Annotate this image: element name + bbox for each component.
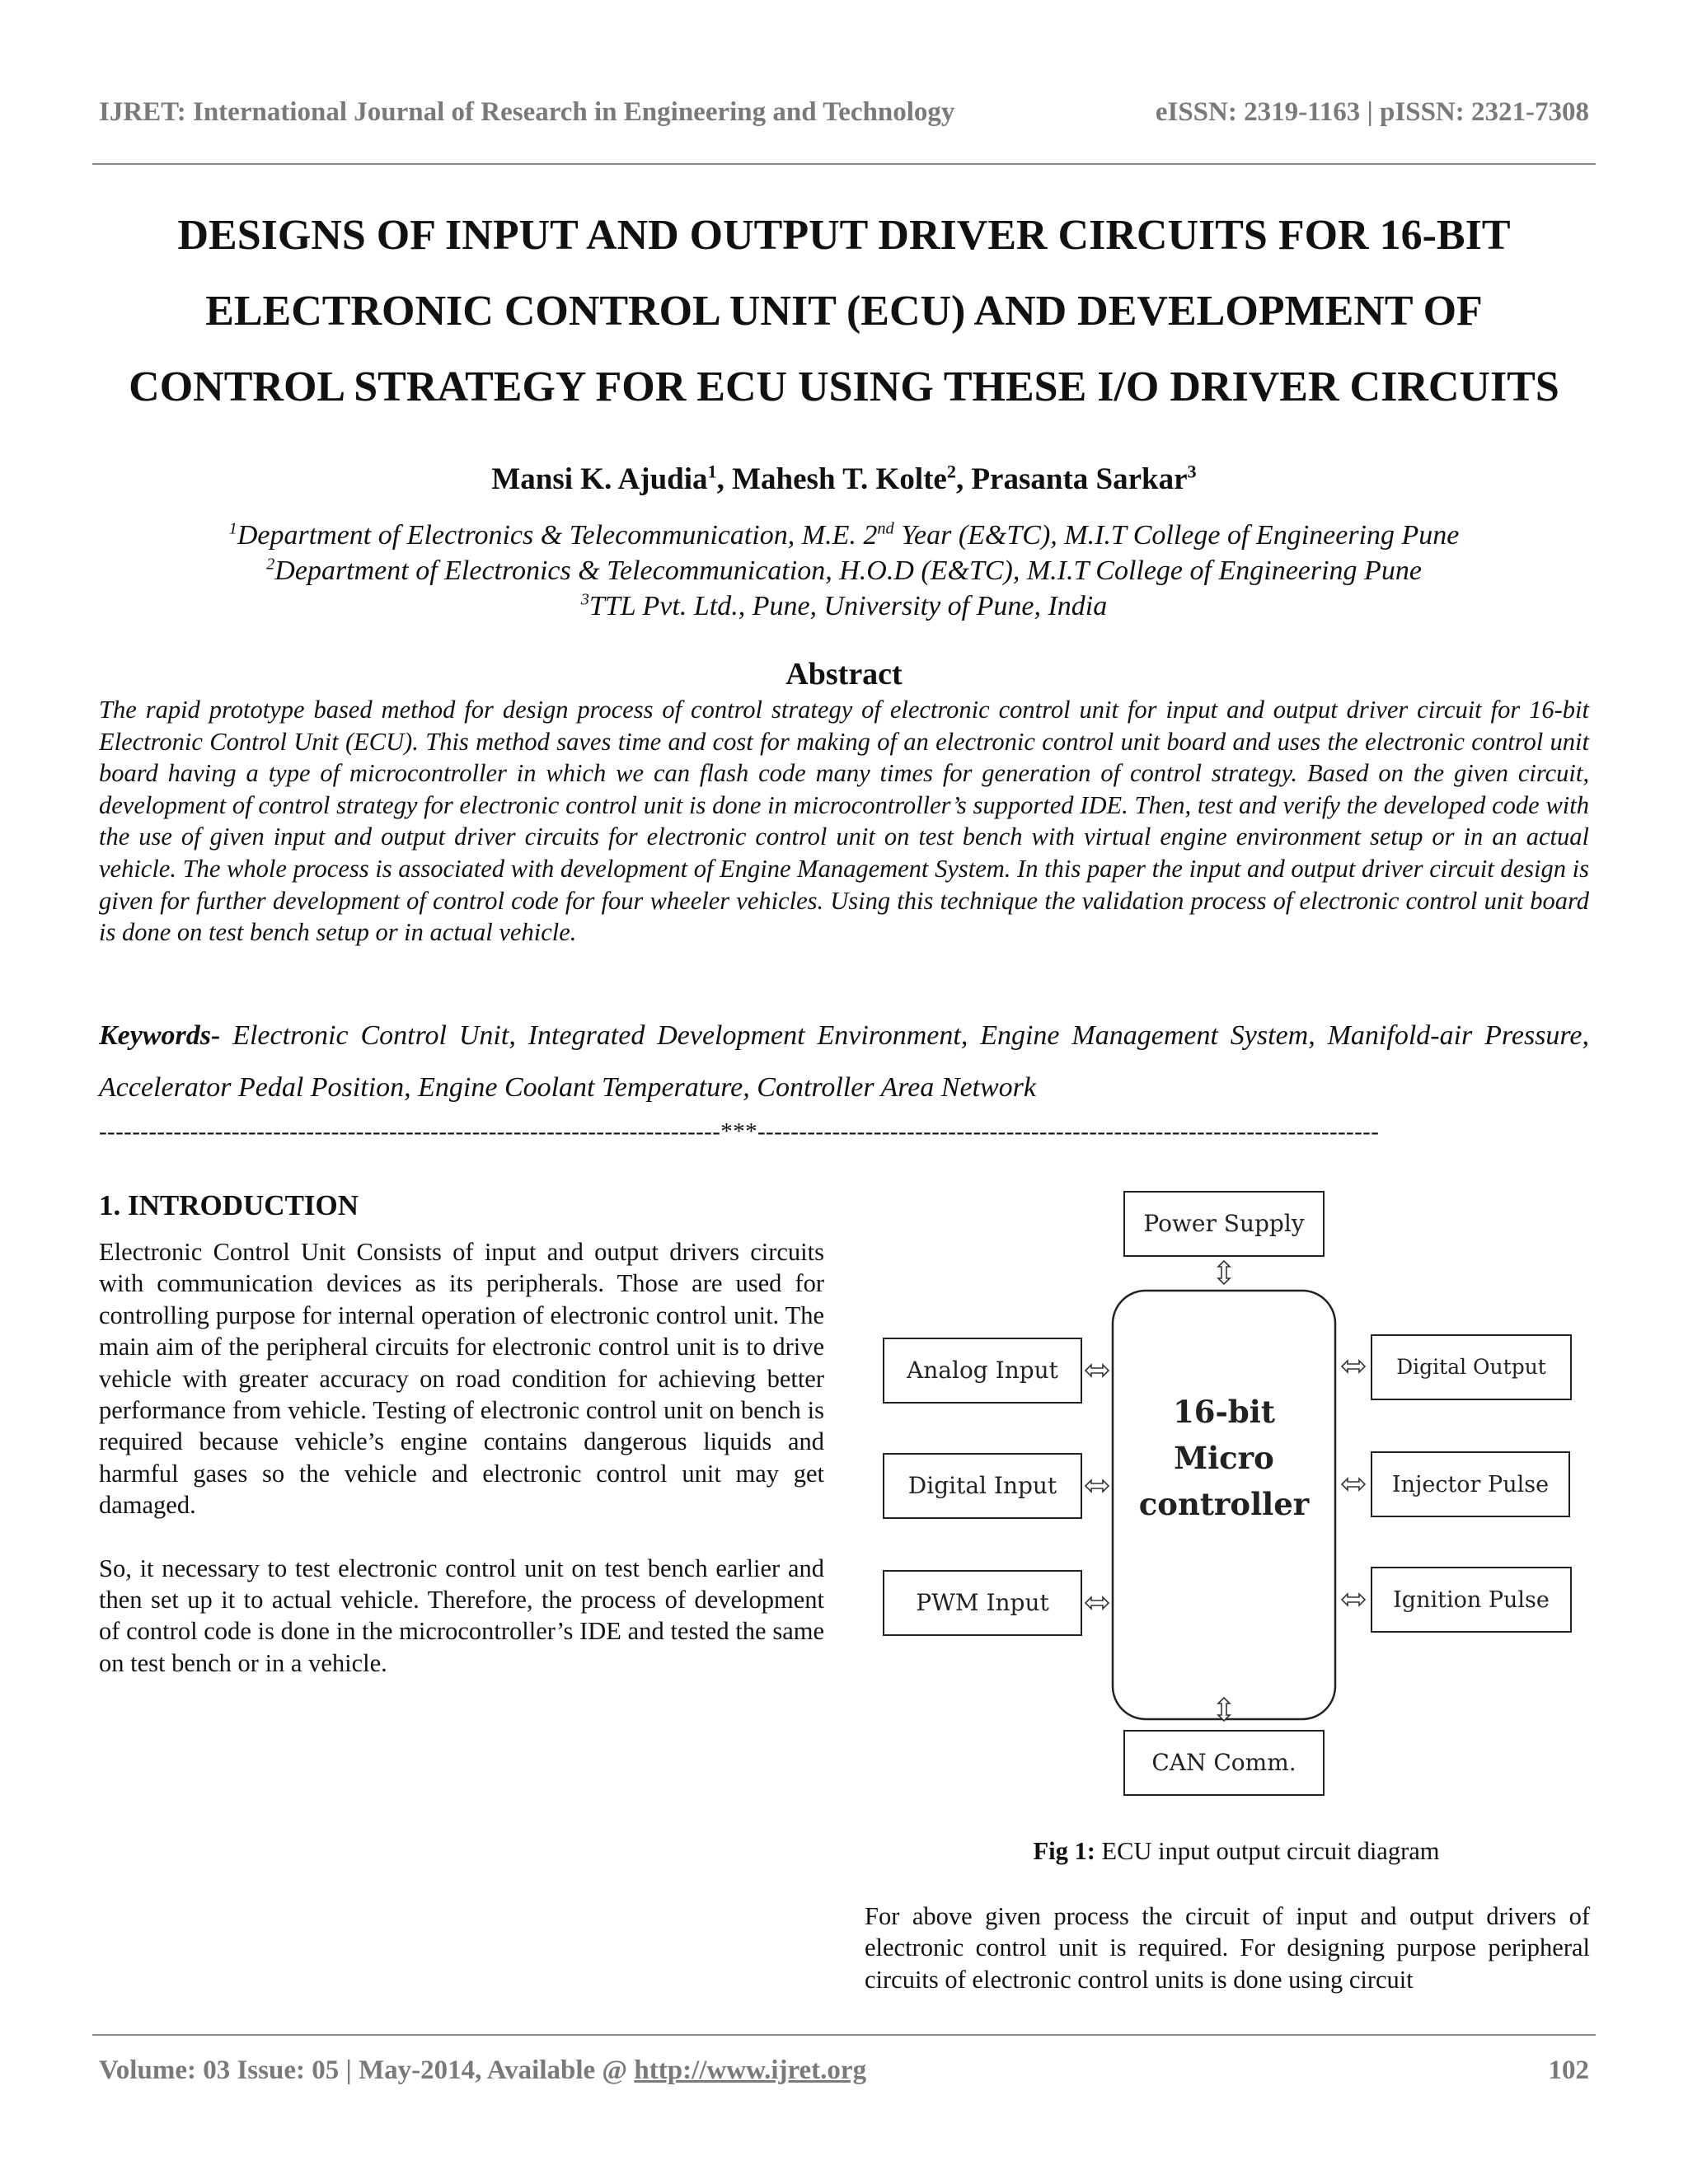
mcu-label-line-3: controller — [1138, 1486, 1310, 1522]
arrow-ignition — [1342, 1594, 1365, 1605]
digital-output-box — [1372, 1335, 1571, 1399]
arrow-digital-output — [1342, 1361, 1365, 1372]
paragraph: So, it necessary to test electronic control unit on test bench earlier and then set up it to actual vehicle. Therefore, the process of development of control code is done in the microcontroller’s IDE and tested the same on test bench or in a vehicle. — [99, 1554, 824, 1677]
footer-volume — [99, 2055, 866, 2086]
section-heading: 1. INTRODUCTION — [99, 1189, 359, 1221]
caption-label: Fig 1: — [1033, 1837, 1095, 1865]
arrow-analog — [1085, 1365, 1109, 1376]
injector-pulse-box — [1372, 1452, 1569, 1516]
keywords — [99, 1010, 1589, 1113]
author-list: Mansi K. Ajudia$^1$, Mahesh T. Kolte$^2$, Prasanta Sarkar$^3$ — [491, 461, 1197, 496]
right-column-text: For above given process the circuit of input and output drivers of electronic control unit is required. For designing purpose peripheral circuits of electronic control units is done using circuit — [865, 1902, 1590, 1994]
intro-text — [99, 1236, 824, 1710]
affiliation-2 — [0, 553, 1688, 588]
digital-output-label: Digital Output — [1396, 1355, 1546, 1379]
journal-link[interactable]: http://www.ijret.org — [634, 2055, 867, 2085]
affil-mark: 1 — [228, 519, 237, 538]
power-supply-box — [1124, 1192, 1324, 1256]
pwm-input-label: PWM Input — [916, 1589, 1049, 1616]
affiliations — [0, 518, 1688, 624]
affil-text: TTL Pvt. Ltd., Pune, University of Pune, India — [588, 591, 1108, 621]
section-separator: ---------------------------------------------------------------------------***--------------------------------------------------------------------------- — [99, 1118, 1380, 1145]
affil-text: Department of Electronics & Telecommunication, M.E. 2 — [237, 520, 878, 551]
caption-text: ECU input output circuit diagram — [1095, 1837, 1440, 1865]
ignition-pulse-box — [1372, 1568, 1571, 1632]
title-line-2: ELECTRONIC CONTROL UNIT (ECU) AND DEVELOPMENT OF — [205, 288, 1483, 335]
running-header — [99, 97, 1589, 128]
author-name: Mahesh T. Kolte — [732, 462, 947, 496]
pwm-input-box — [884, 1571, 1081, 1635]
author-mark: 1 — [707, 461, 717, 482]
ecu-diagram — [874, 1179, 1599, 1813]
page-number: 102 — [1548, 2055, 1589, 2085]
injector-pulse-label: Injector Pulse — [1391, 1472, 1550, 1497]
paper-title — [82, 198, 1606, 425]
affiliation-3 — [0, 588, 1688, 624]
author-mark: 3 — [1187, 461, 1197, 482]
author-name: Prasanta Sarkar — [971, 462, 1188, 496]
mcu-label-line-1: 16-bit — [1173, 1394, 1275, 1430]
arrow-digital-input — [1085, 1480, 1109, 1492]
issn: eISSN: 2319-1163 | pISSN: 2321-7308 — [1155, 97, 1589, 127]
arrow-pwm — [1085, 1597, 1109, 1609]
figure-caption — [874, 1837, 1599, 1866]
affil-text: Department of Electronics & Telecommunication, H.O.D (E&TC), M.I.T College of Engineering Pune — [274, 555, 1422, 586]
abstract-text: The rapid prototype based method for design process of control strategy of electronic control unit for input and output driver circuit for 16-bit Electronic Control Unit (ECU). This method saves time and cost for making of an electronic control unit board and uses the electronic control unit board having a type of microcontroller in which we can flash code many times for generation of control strategy. Based on the given circuit, development of control strategy for electronic control unit is done in microcontroller’s supported IDE. Then, test and verify the developed code with the use of given input and output driver circuits for electronic control unit on test bench with virtual engine environment setup or in an actual vehicle. The whole process is associated with development of Engine Management System. In this paper the input and output driver circuit design is given for further development of control code for four wheeler vehicles. Using this technique the validation process of electronic control unit board is done on test bench setup or in actual vehicle. — [99, 696, 1589, 947]
keywords-label: Keywords- — [99, 1020, 221, 1051]
can-comm-box — [1124, 1731, 1324, 1795]
microcontroller-box — [1113, 1291, 1335, 1719]
paragraph: Electronic Control Unit Consists of input and output drivers circuits with communication devices as its peripherals. Those are used for controlling purpose for internal operation of electronic control unit. The main aim of the peripheral circuits for electronic control unit is to drive vehicle with greater accuracy on road condition for achieving better performance from vehicle. Testing of electronic control unit on bench is required because vehicle’s engine contains dangerous liquids and harmful gases so the vehicle and electronic control unit may get damaged. — [99, 1238, 824, 1520]
affil-mark: 2 — [266, 555, 275, 574]
author-mark: 2 — [946, 461, 956, 482]
header-rule — [92, 163, 1596, 165]
title-line-1: DESIGNS OF INPUT AND OUTPUT DRIVER CIRCUITS FOR 16-BIT — [177, 212, 1511, 259]
abstract-heading: Abstract — [785, 657, 903, 691]
mcu-label-line-2: Micro — [1174, 1440, 1274, 1476]
power-supply-label: Power Supply — [1143, 1210, 1305, 1237]
affil-sup: nd — [877, 519, 894, 538]
footer-rule — [92, 2034, 1596, 2036]
affiliation-1 — [0, 518, 1688, 553]
running-footer — [99, 2055, 1589, 2086]
volume-text: Volume: 03 Issue: 05 | May-2014, Available @ — [99, 2055, 635, 2085]
arrow-injector — [1342, 1479, 1365, 1490]
keywords-text: Electronic Control Unit, Integrated Development Environment, Engine Management System, Manifold-air Pressure, Accelerator Pedal Position, Engine Coolant Temperature, Controller Area Network — [99, 1020, 1589, 1103]
can-comm-label: CAN Comm. — [1151, 1749, 1296, 1776]
ignition-pulse-label: Ignition Pulse — [1393, 1587, 1550, 1613]
analog-input-box — [884, 1338, 1081, 1403]
affil-text: Year (E&TC), M.I.T College of Engineering Pune — [893, 520, 1460, 551]
digital-input-label: Digital Input — [907, 1472, 1057, 1499]
arrow-power — [1218, 1261, 1230, 1284]
title-line-3: CONTROL STRATEGY FOR ECU USING THESE I/O DRIVER CIRCUITS — [129, 363, 1559, 410]
digital-input-box — [884, 1454, 1081, 1518]
analog-input-label: Analog Input — [907, 1357, 1058, 1384]
journal-name: IJRET: International Journal of Research in Engineering and Technology — [99, 97, 955, 127]
affil-mark: 3 — [580, 590, 589, 609]
author-name: Mansi K. Ajudia — [491, 462, 708, 496]
